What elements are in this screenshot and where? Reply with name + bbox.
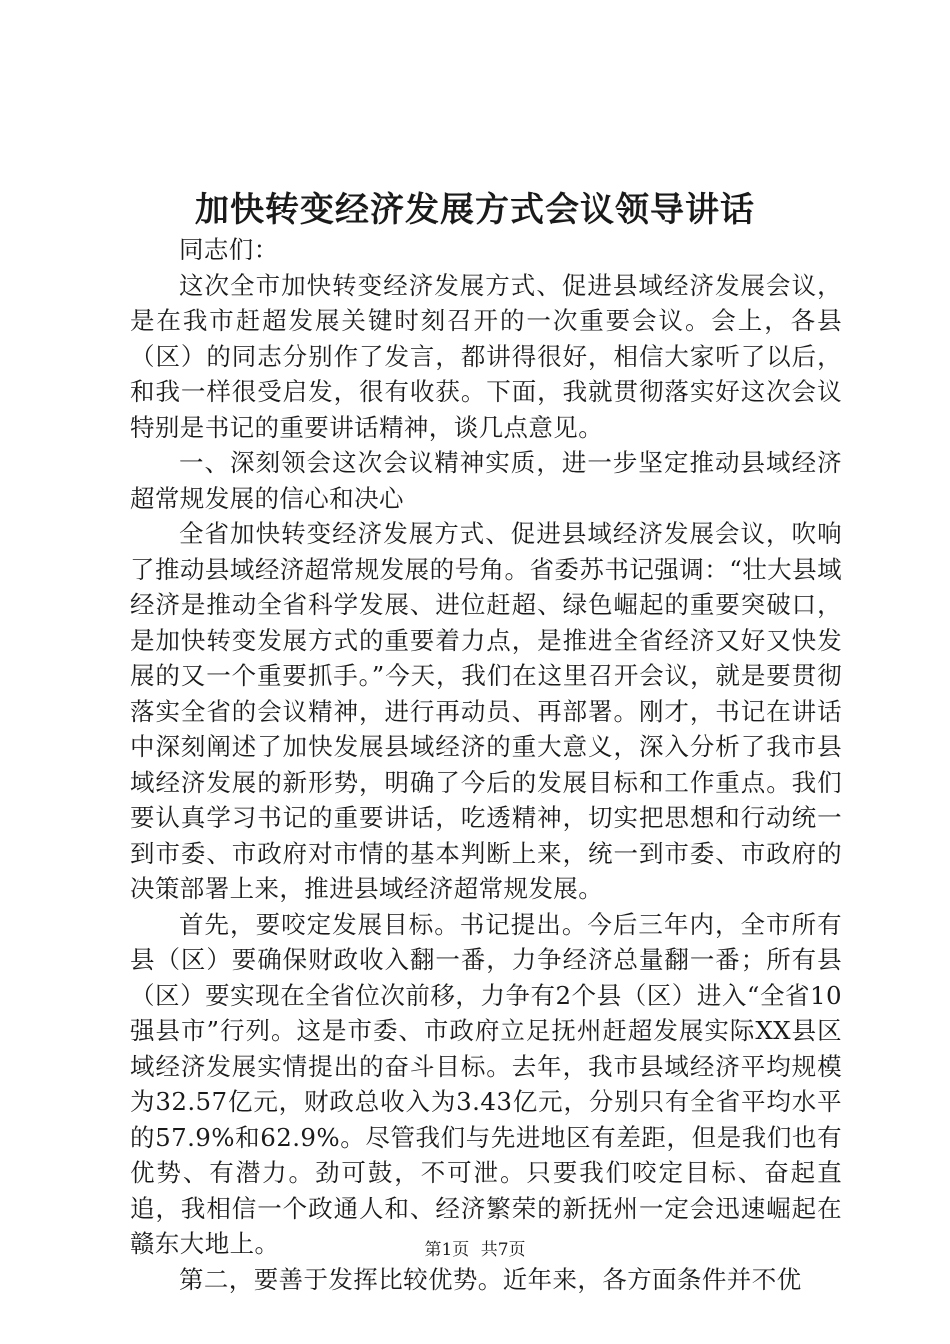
body-paragraph: 首先，要咬定发展目标。书记提出。今后三年内，全市所有县（区）要确保财政收入翻一番，力争经济总量翻一番；所有县（区）要实现在全省位次前移，力争有2个县（区）进入“全省10强县市”行列。这是市委、市政府立足抚州赶超发展实际XX县区域经济发展实情提出的奋斗目标。去年，我市县域经济平均规模为32.57亿元，财政总收入为3.43亿元，分别只有全省平均水平的57.9%和62.9%。尽管我们与先进地区有差距，但是我们也有优势、有潜力。劲可鼓，不可泄。只要我们咬定目标、奋起直追，我相信一个政通人和、经济繁荣的新抚州一定会迅速崛起在赣东大地上。 (130, 909, 842, 1258)
document-body (130, 232, 842, 1297)
section-heading-paragraph: 一、深刻领会这次会议精神实质，进一步坚定推动县域经济超常规发展的信心和决心 (130, 448, 842, 513)
salutation-paragraph: 同志们： (179, 235, 279, 264)
document-title: 加快转变经济发展方式会议领导讲话 (195, 190, 755, 230)
body-paragraph: 这次全市加快转变经济发展方式、促进县域经济发展会议，是在我市赶超发展关键时刻召开的一次重要会议。会上，各县（区）的同志分别作了发言，都讲得很好，相信大家听了以后，和我一样很受启发，很有收获。下面，我就贯彻落实好这次会议特别是书记的重要讲话精神，谈几点意见。 (130, 270, 842, 442)
page-number-current: 第1页 (424, 1240, 470, 1260)
body-paragraph: 全省加快转变经济发展方式、促进县域经济发展会议，吹响了推动县域经济超常规发展的号角。省委苏书记强调：“壮大县域经济是推动全省科学发展、进位赶超、绿色崛起的重要突破口，是加快转变发展方式的重要着力点，是推进全省经济又好又快发展的又一个重要抓手。”今天，我们在这里召开会议，就是要贯彻落实全省的会议精神，进行再动员、再部署。刚才，书记在讲话中深刻阐述了加快发展县域经济的重大意义，深入分析了我市县域经济发展的新形势，明确了今后的发展目标和工作重点。我们要认真学习书记的重要讲话，吃透精神，切实把思想和行动统一到市委、市政府对市情的基本判断上来，统一到市委、市政府的决策部署上来，推进县域经济超常规发展。 (130, 519, 842, 903)
body-paragraph: 第二，要善于发挥比较优势。近年来，各方面条件并不优 (179, 1264, 802, 1294)
page-footer (0, 1238, 950, 1262)
page-number-total: 共7页 (480, 1240, 526, 1260)
